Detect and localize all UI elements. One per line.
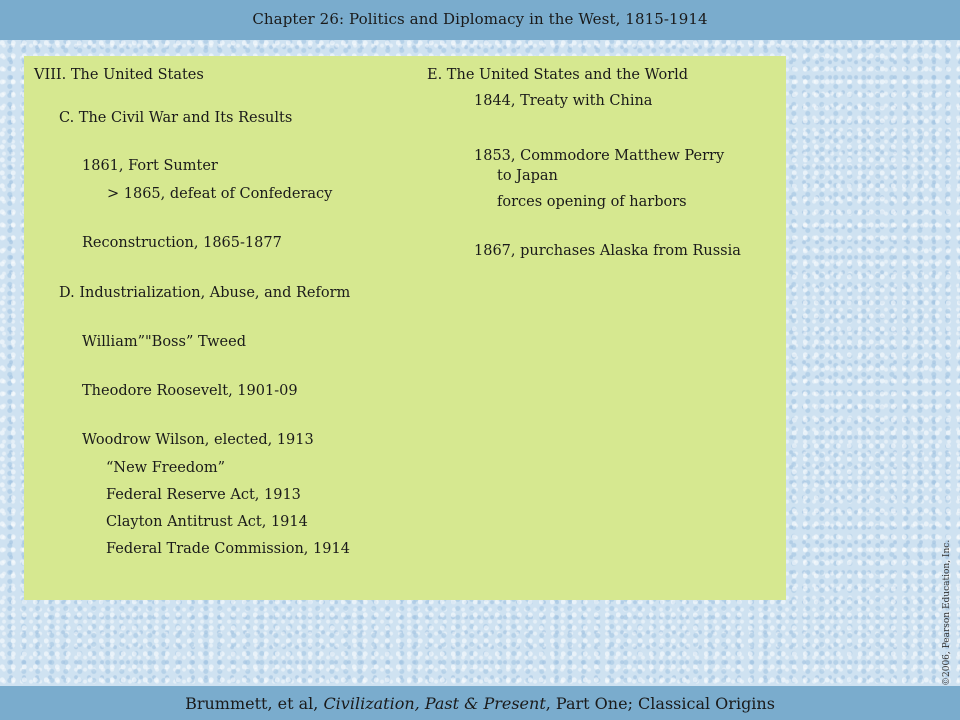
list-item: 1853, Commodore Matthew Perry	[474, 148, 725, 164]
list-item: William”"Boss” Tweed	[82, 334, 246, 350]
list-item: 1844, Treaty with China	[474, 93, 653, 109]
copyright-notice: ©2006, Pearson Education, Inc.	[942, 539, 952, 686]
subsection-heading-civil-war: C. The Civil War and Its Results	[59, 110, 293, 126]
section-heading-united-states: VIII. The United States	[34, 67, 204, 83]
list-item: Clayton Antitrust Act, 1914	[106, 514, 308, 530]
slide-title: Chapter 26: Politics and Diplomacy in the West, 1815-1914	[252, 10, 708, 28]
section-heading-world: E. The United States and the World	[427, 67, 689, 83]
list-item: to Japan	[497, 168, 558, 184]
list-item: Federal Reserve Act, 1913	[106, 487, 301, 503]
content-panel	[24, 56, 786, 600]
list-item: Theodore Roosevelt, 1901-09	[82, 383, 298, 399]
list-item: > 1865, defeat of Confederacy	[107, 186, 333, 202]
citation-title: Civilization, Past & Present	[323, 693, 546, 713]
list-item: “New Freedom”	[106, 460, 226, 476]
list-item: Federal Trade Commission, 1914	[106, 541, 350, 557]
list-item: forces opening of harbors	[497, 194, 687, 210]
citation-bar	[0, 686, 960, 720]
list-item: Reconstruction, 1865-1877	[82, 235, 282, 251]
citation	[185, 694, 775, 713]
list-item: Woodrow Wilson, elected, 1913	[82, 432, 314, 448]
title-bar	[0, 0, 960, 40]
subsection-heading-industrialization: D. Industrialization, Abuse, and Reform	[59, 285, 351, 301]
citation-suffix: , Part One; Classical Origins	[545, 693, 775, 713]
list-item: 1867, purchases Alaska from Russia	[474, 243, 741, 259]
list-item: 1861, Fort Sumter	[82, 158, 218, 174]
citation-prefix: Brummett, et al,	[185, 693, 324, 713]
